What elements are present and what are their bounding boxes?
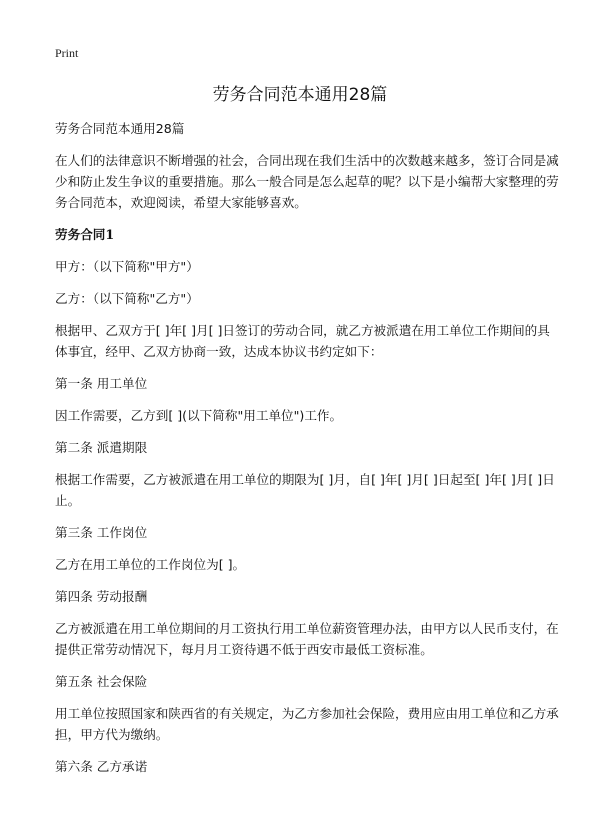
article-body-4: 乙方被派遣在用工单位期间的月工资执行用工单位薪资管理办法，由甲方以人民币支付，在提供正常劳动情况下，每月月工资待遇不低于西安市最低工资标准。 [55,621,559,657]
paragraph-preamble: 根据甲、乙双方于[ ]年[ ]月[ ]日签订的劳动合同，就乙方被派遣在用工单位工作期间的具体事宜，经甲、乙双方协商一致，达成本协议书约定如下： [55,323,550,359]
article-body-2: 根据工作需要，乙方被派遣在用工单位的期限为[ ]月，自[ ]年[ ]月[ ]日起至[ ]年[ ]月[ ]日止。 [55,472,555,508]
paragraph-party-a: 甲方：（以下简称"甲方"） [55,259,199,274]
article-heading-3: 第三条 工作岗位 [55,525,148,540]
document-body [55,118,562,788]
print-label[interactable]: Print [55,46,79,60]
section-heading: 劳务合同1 [55,227,115,242]
document-title: 劳务合同范本通用28篇 [212,85,388,105]
intro-paragraph: 在人们的法律意识不断增强的社会，合同出现在我们生活中的次数越来越多，签订合同是减少和防止发生争议的重要措施。那么一般合同是怎么起草的呢？以下是小编帮大家整理的劳务合同范本，欢迎阅读，希望大家能够喜欢。 [55,153,559,210]
article-heading-6: 第六条 乙方承诺 [55,759,148,774]
paragraph-party-b: 乙方：（以下简称"乙方"） [55,291,199,306]
article-heading-2: 第二条 派遣期限 [55,440,148,455]
article-body-1: 因工作需要，乙方到[ ](以下简称"用工单位")工作。 [55,408,343,423]
document-subtitle: 劳务合同范本通用28篇 [55,121,185,136]
article-heading-1: 第一条 用工单位 [55,376,148,391]
article-body-3: 乙方在用工单位的工作岗位为[ ]。 [55,557,246,572]
article-heading-5: 第五条 社会保险 [55,674,148,689]
article-body-5: 用工单位按照国家和陕西省的有关规定，为乙方参加社会保险，费用应由用工单位和乙方承担，甲方代为缴纳。 [55,706,559,742]
article-heading-4: 第四条 劳动报酬 [55,589,148,604]
